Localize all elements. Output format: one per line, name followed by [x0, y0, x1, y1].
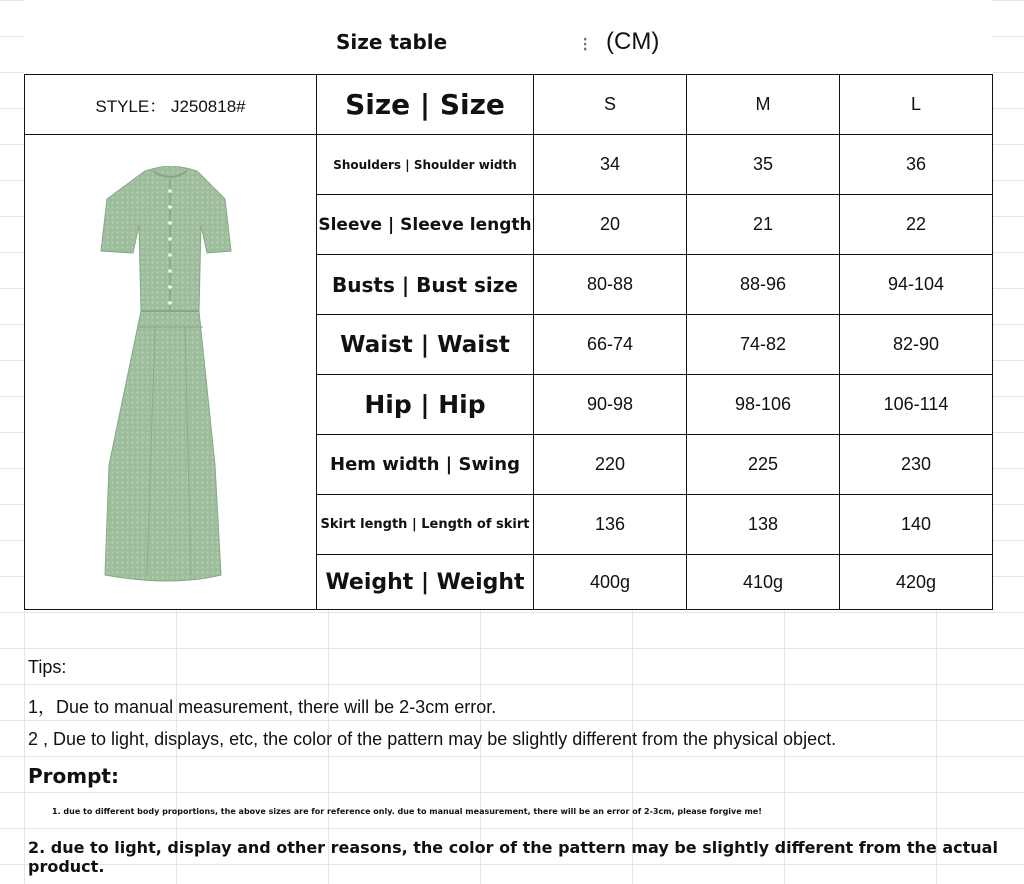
cell-value: 220 — [534, 435, 687, 495]
cell-value: 90-98 — [534, 375, 687, 435]
row-label: Shoulders | Shoulder width — [317, 135, 534, 195]
row-label: Hip | Hip — [317, 375, 534, 435]
row-label: Sleeve | Sleeve length — [317, 195, 534, 255]
cell-value: 400g — [534, 555, 687, 610]
cell-value: 34 — [534, 135, 687, 195]
cell-value: 410g — [687, 555, 840, 610]
dress-illustration — [25, 135, 317, 609]
unit-label: (CM) — [606, 28, 660, 55]
page-title: Size table — [336, 30, 448, 54]
size-m-header: M — [687, 75, 840, 135]
tips-heading: Tips: — [28, 657, 67, 677]
cell-value: 106-114 — [840, 375, 993, 435]
cell-value: 138 — [687, 495, 840, 555]
cell-value: 88-96 — [687, 255, 840, 315]
unit-separator: ⁝ — [582, 34, 589, 56]
size-l-header: L — [840, 75, 993, 135]
cell-value: 140 — [840, 495, 993, 555]
cell-value: 35 — [687, 135, 840, 195]
prompt-note-2: 2. due to light, display and other reasons, the color of the pattern may be slightly different from the actual product. — [28, 838, 998, 876]
cell-value: 98-106 — [687, 375, 840, 435]
product-image — [25, 135, 317, 610]
cell-value: 230 — [840, 435, 993, 495]
row-label: Waist | Waist — [317, 315, 534, 375]
row-label: Hem width | Swing — [317, 435, 534, 495]
style-code: STYLE： J250818# — [25, 75, 317, 135]
cell-value: 94-104 — [840, 255, 993, 315]
row-label: Skirt length | Length of skirt — [317, 495, 534, 555]
cell-value: 74-82 — [687, 315, 840, 375]
header-row — [25, 75, 993, 135]
size-header: Size | Size — [317, 75, 534, 135]
row-label: Weight | Weight — [317, 555, 534, 610]
cell-value: 21 — [687, 195, 840, 255]
size-table — [24, 74, 993, 610]
prompt-heading: Prompt: — [28, 764, 119, 788]
cell-value: 36 — [840, 135, 993, 195]
size-s-header: S — [534, 75, 687, 135]
table-row — [25, 135, 993, 195]
row-label: Busts | Bust size — [317, 255, 534, 315]
cell-value: 22 — [840, 195, 993, 255]
title-row — [24, 0, 992, 74]
cell-value: 20 — [534, 195, 687, 255]
tip-line-2: 2 , Due to light, displays, etc, the color of the pattern may be slightly different from the physical object. — [28, 729, 837, 749]
cell-value: 80-88 — [534, 255, 687, 315]
cell-value: 225 — [687, 435, 840, 495]
cell-value: 82-90 — [840, 315, 993, 375]
prompt-note-1: 1. due to different body proportions, the above sizes are for reference only. due to manual measurement, there will be an error of 2-3cm, please forgive me! — [52, 807, 762, 816]
cell-value: 66-74 — [534, 315, 687, 375]
tip-line-1: 1，Due to manual measurement, there will be 2-3cm error. — [28, 697, 497, 717]
cell-value: 420g — [840, 555, 993, 610]
cell-value: 136 — [534, 495, 687, 555]
